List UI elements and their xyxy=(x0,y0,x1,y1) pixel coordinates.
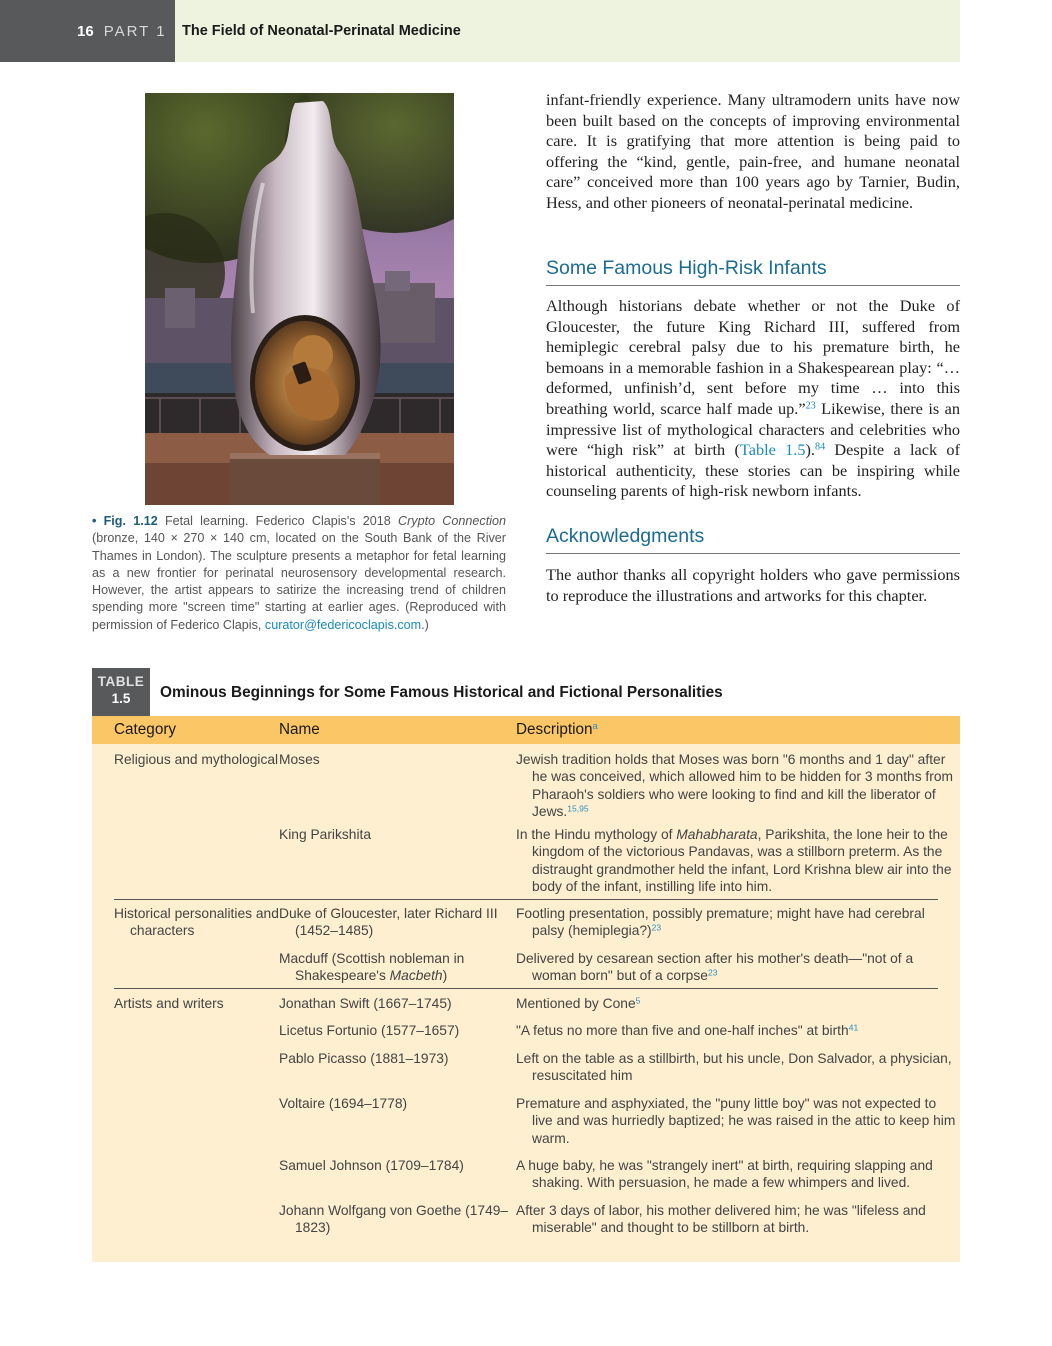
name-voltaire: Voltaire (1694–1778) xyxy=(279,1096,408,1111)
table-label-badge xyxy=(92,668,150,716)
category-religious: Religious and mythological xyxy=(114,752,279,767)
desc-swift: Mentioned by Cone$^5$ xyxy=(516,995,641,1011)
name-moses: Moses xyxy=(279,752,320,767)
paragraph-environmental-care: infant-friendly experience. Many ultramodern units have now been built based on the concepts of improving environmental care. It is gratifying that more attention is being paid to offering the “kind, gentle, pain-free, and humane neonatal care” conceived more than 100 years ago by Tarnier, Budin, Hess, and other pioneers of neonatal-perinatal medicine. xyxy=(546,90,960,212)
desc-gloucester: Footling presentation, possibly premature; might have had cerebral palsy (hemiplegia?)$^{23}$ xyxy=(516,906,925,939)
header-footnote-marker: a xyxy=(592,720,598,732)
paragraph-high-risk-infants xyxy=(546,296,960,502)
caption-text-end: .) xyxy=(421,617,429,632)
table-1-5-link[interactable]: Table 1.5 xyxy=(739,440,806,460)
para2-text-a: Although historians debate whether or not the Duke of Gloucester, the future King Richard III, suffered from hemiplegic cerebral palsy due to his premature birth, he bemoans in a memorable fashion in a Shakespearean play: “… deformed, unfinish’d, sent before my time … into this breathing world, scarce half made up.” xyxy=(546,296,960,418)
running-header-page xyxy=(0,0,175,62)
table-label-number: 1.5 xyxy=(111,691,131,706)
running-header-chapter xyxy=(175,0,960,62)
table-header-row xyxy=(92,716,960,744)
name-macduff: Macduff (Scottish nobleman in Shakespeare's Macbeth) xyxy=(279,951,465,984)
header-description: Description$^a$ xyxy=(516,720,598,738)
citation-84[interactable]: 84 xyxy=(815,441,826,453)
name-swift: Jonathan Swift (1667–1745) xyxy=(279,996,452,1011)
category-historical: Historical personalities and characters xyxy=(114,906,279,939)
citation-23[interactable]: 23 xyxy=(805,400,816,412)
caption-text-body: (bronze, 140 × 270 × 140 cm, located on the South Bank of the River Thames in London). The sculpture presents a metaphor for fetal learning as a new frontier for perinatal neurosensory developmental research. However, the artist appears to satirize the increasing trend of children spending more "screen time" starting at earlier ages. (Reproduced with permission of Federico Clapis, xyxy=(92,531,506,632)
personalities-table xyxy=(92,716,960,1262)
category-artists: Artists and writers xyxy=(114,996,224,1011)
part-label: PART 1 xyxy=(103,22,167,40)
chapter-title: The Field of Neonatal-Perinatal Medicine xyxy=(182,23,461,39)
citation-macduff[interactable]: 23 xyxy=(707,967,718,978)
citation-swift[interactable]: 5 xyxy=(635,995,641,1006)
name-gloucester: Duke of Gloucester, later Richard III (1452–1485) xyxy=(279,906,498,939)
paragraph-acknowledgments: The author thanks all copyright holders who gave permissions to reproduce the illustrations and artworks for this chapter. xyxy=(546,565,960,605)
para2-text-b: Likewise, there is an impressive list of mythological characters and celebrities who were “high risk” at birth ( xyxy=(546,398,960,460)
desc-picasso: Left on the table as a stillbirth, but his uncle, Don Salvador, a physician, resuscitated him xyxy=(516,1051,952,1084)
caption-text-start: Fetal learning. Federico Clapis's 2018 xyxy=(164,514,391,528)
header-category: Category xyxy=(114,721,177,738)
header-name: Name xyxy=(279,721,320,738)
table-title: Ominous Beginnings for Some Famous Historical and Fictional Personalities xyxy=(160,684,723,701)
desc-johnson: A huge baby, he was "strangely inert" at birth, requiring slapping and shaking. With persuasion, he made a few whimpers and lived. xyxy=(516,1158,933,1191)
desc-voltaire: Premature and asphyxiated, the "puny little boy" was not expected to live and was hurriedly baptized; he was raised in the attic to keep him warm. xyxy=(516,1096,956,1146)
page-number: 16 xyxy=(77,22,94,40)
group-divider xyxy=(114,988,938,989)
desc-macduff: Delivered by cesarean section after his mother's death—"not of a woman born" but of a corpse$^{23}$ xyxy=(516,951,914,984)
group-divider xyxy=(114,899,938,900)
citation-moses[interactable]: 15,95 xyxy=(567,803,589,814)
artwork-title: Crypto Connection xyxy=(398,514,507,528)
contact-email-link[interactable]: curator@federicoclapis.com xyxy=(264,617,422,632)
name-fortunio: Licetus Fortunio (1577–1657) xyxy=(279,1023,460,1038)
name-parikshita: King Parikshita xyxy=(279,827,372,842)
figure-caption xyxy=(92,513,506,634)
section-heading-acknowledgments: Acknowledgments xyxy=(546,525,960,554)
section-heading-high-risk-infants: Some Famous High-Risk Infants xyxy=(546,257,960,286)
para2-text-d: Despite a lack of historical authenticity, these stories can be inspiring while counseling parents of high-risk newborn infants. xyxy=(546,440,960,501)
name-johnson: Samuel Johnson (1709–1784) xyxy=(279,1158,464,1173)
citation-gloucester[interactable]: 23 xyxy=(651,922,662,933)
name-goethe: Johann Wolfgang von Goethe (1749–1823) xyxy=(279,1203,509,1236)
citation-fortunio[interactable]: 41 xyxy=(848,1022,859,1033)
para2-text-c: ). xyxy=(805,440,816,460)
sculpture-photo xyxy=(145,93,454,505)
figure-label: • Fig. 1.12 xyxy=(92,514,158,528)
desc-parikshita: In the Hindu mythology of Mahabharata, Parikshita, the lone heir to the kingdom of the victorious Pandavas, was a stillborn preterm. As the distraught grandmother held the infant, Lord Krishna blew air into the body of the infant, instilling life into him. xyxy=(516,827,952,894)
desc-moses: Jewish tradition holds that Moses was born "6 months and 1 day" after he was conceived, which allowed him to be hidden for 3 months from Pharaoh's soldiers who were looking to find and kill the liberator of Jews.$^{15,95}$ xyxy=(516,752,954,819)
desc-goethe: After 3 days of labor, his mother delivered him; he was "lifeless and miserable" and thought to be stillborn at birth. xyxy=(516,1203,926,1236)
desc-fortunio: "A fetus no more than five and one-half inches" at birth$^{41}$ xyxy=(516,1022,859,1038)
name-picasso: Pablo Picasso (1881–1973) xyxy=(279,1051,449,1066)
table-label-word: TABLE xyxy=(97,674,145,689)
